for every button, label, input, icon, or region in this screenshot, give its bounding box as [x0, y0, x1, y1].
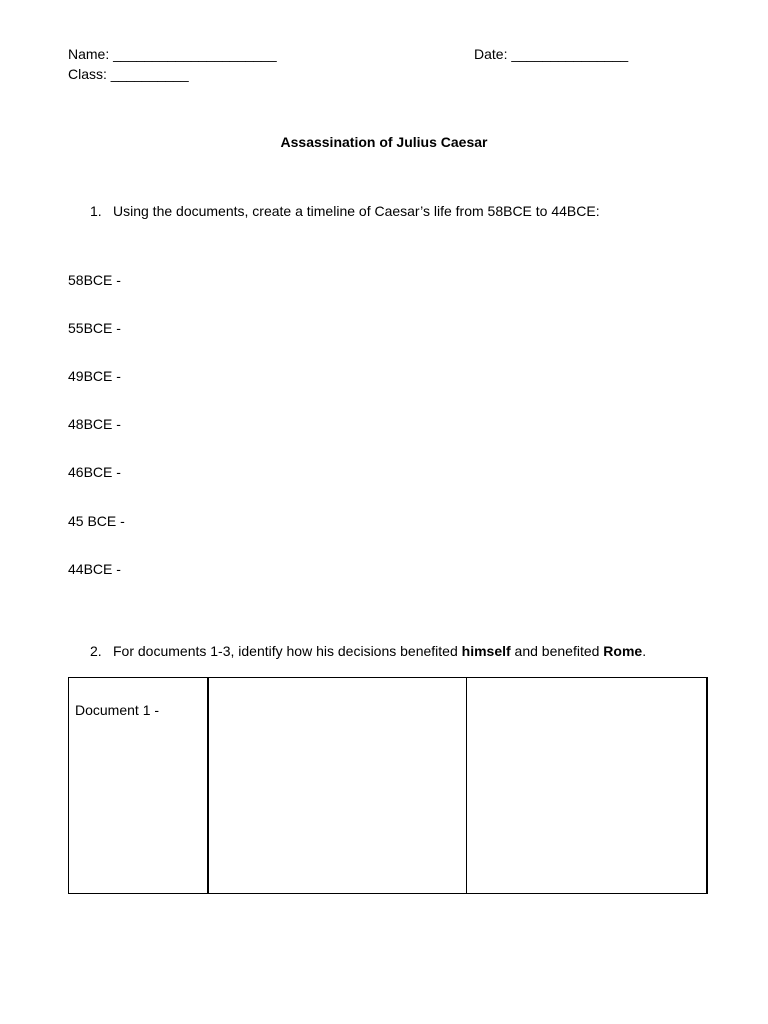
timeline-entry: 58BCE -: [68, 272, 121, 288]
timeline-entry: 45 BCE -: [68, 513, 125, 529]
question-1-number: 1.: [90, 203, 102, 219]
question-1: [90, 202, 600, 220]
name-field-label: Name: _____________________: [68, 46, 277, 62]
answer-table: [68, 677, 708, 894]
timeline-entry: 48BCE -: [68, 416, 121, 432]
question-1-text: Using the documents, create a timeline of Caesar’s life from 58BCE to 44BCE:: [113, 203, 600, 219]
timeline-entry: 55BCE -: [68, 320, 121, 336]
question-2-bold-himself: himself: [461, 643, 511, 659]
question-2-text: For documents 1-3, identify how his decisions benefited: [113, 643, 462, 659]
benefit-rome-cell[interactable]: [467, 678, 707, 894]
question-2-text-end: .: [642, 643, 647, 659]
table-row: [69, 678, 707, 894]
question-2-text-middle: and benefited: [510, 643, 604, 659]
timeline-entry: 46BCE -: [68, 464, 121, 480]
question-2: [90, 642, 646, 660]
date-field-label: Date: _______________: [474, 46, 629, 62]
timeline-entry: 49BCE -: [68, 368, 121, 384]
document-label-cell: [69, 678, 208, 894]
benefit-himself-cell[interactable]: [208, 678, 467, 894]
timeline-entry: 44BCE -: [68, 561, 121, 577]
document-1-label: Document 1 -: [75, 702, 160, 718]
page-title: Assassination of Julius Caesar: [280, 134, 488, 150]
question-2-number: 2.: [90, 643, 102, 659]
question-2-bold-rome: Rome: [603, 643, 643, 659]
class-field-label: Class: __________: [68, 66, 189, 82]
